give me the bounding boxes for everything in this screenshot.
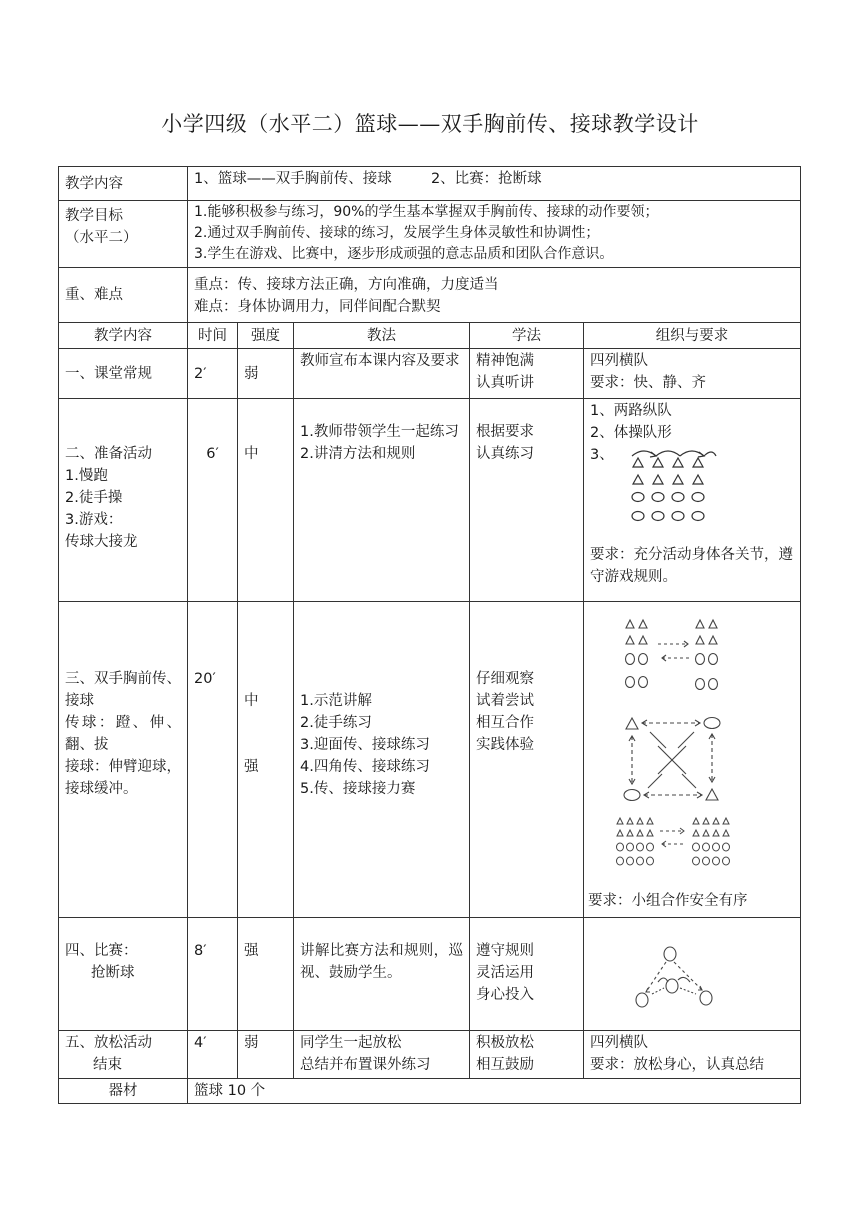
- row3-intensity-2: 强: [244, 759, 259, 775]
- row1-learning-line: 精神饱满: [476, 353, 534, 369]
- row1-org-line: 要求：快、静、齐: [590, 375, 706, 391]
- key-points-label: 重、难点: [59, 268, 188, 323]
- table-row: [59, 1031, 801, 1079]
- steal-game-diagram: [620, 944, 740, 1014]
- row2-formation-area: [590, 444, 794, 530]
- row4-learning: [470, 918, 584, 1031]
- content-value: [188, 167, 801, 201]
- arc-arrow: [704, 452, 716, 456]
- row2-organization: [584, 399, 801, 602]
- row5-time: 4′: [188, 1031, 238, 1079]
- row5-teaching-line: 总结并布置课外练习: [300, 1057, 431, 1073]
- passer-right: [700, 991, 712, 1005]
- header-intensity: 强度: [238, 323, 294, 349]
- key-point: 重点：传、接球方法正确，方向准确，力度适当: [194, 277, 499, 293]
- relay-drill: [617, 818, 730, 865]
- row4-teaching-text: 讲解比赛方法和规则，巡视、鼓励学生。: [300, 943, 463, 981]
- row4-content-line: 抢断球: [91, 965, 135, 981]
- row3-learning-line: 仔细观察: [476, 671, 534, 687]
- row3-requirement: 要求：小组合作安全有序: [588, 893, 748, 909]
- triangle-row: [633, 475, 703, 484]
- page-title: 小学四级（水平二）篮球——双手胸前传、接球教学设计: [161, 112, 699, 136]
- row3-learning-line: 实践体验: [476, 737, 534, 753]
- relay-right-team: [693, 818, 730, 865]
- row5-content: [59, 1031, 188, 1079]
- row3-teaching-line: 4.四角传、接球练习: [300, 759, 430, 775]
- row3-teaching-line: 1.示范讲解: [300, 693, 372, 709]
- row1-time: 2′: [188, 349, 238, 399]
- goals-row: [59, 201, 801, 268]
- header-learning: 学法: [470, 323, 584, 349]
- lesson-plan-table: [58, 166, 801, 1104]
- row2-content-line: 二、准备活动: [65, 446, 152, 462]
- goals-label: [59, 201, 188, 268]
- row1-teaching: [294, 349, 470, 399]
- row2-content-line: 传球大接龙: [65, 534, 138, 550]
- row1-learning: [470, 349, 584, 399]
- row5-content-line: 结束: [93, 1057, 122, 1073]
- header-time: 时间: [188, 323, 238, 349]
- goals-label-line-1: 教学目标: [65, 208, 123, 224]
- row2-teaching-line: 2.讲清方法和规则: [300, 446, 416, 462]
- row4-learning-line: 身心投入: [476, 987, 534, 1003]
- row5-org-line: 四列横队: [590, 1035, 648, 1051]
- row4-content-line: 四、比赛：: [65, 943, 138, 959]
- goal-item: 1.能够积极参与练习，90%的学生基本掌握双手胸前传、接球的动作要领；: [194, 204, 659, 220]
- table-row: [59, 918, 801, 1031]
- equipment-value: 篮球 10 个: [188, 1079, 801, 1104]
- row5-org-line: 要求：放松身心，认真总结: [590, 1057, 764, 1073]
- row2-teaching: [294, 399, 470, 602]
- circle-row: [632, 512, 704, 521]
- row2-learning-line: 认真练习: [476, 446, 534, 462]
- arc-arrow: [656, 451, 680, 456]
- header-teaching: 教法: [294, 323, 470, 349]
- relay-left-team: [617, 818, 654, 865]
- content-item-1: 1、篮球——双手胸前传、接球: [194, 171, 392, 187]
- row1-teaching-text: 教师宣布本课内容及要求: [300, 353, 460, 369]
- row5-content-line: 五、放松活动: [65, 1035, 152, 1051]
- key-points-value: [188, 268, 801, 323]
- header-organization: 组织与要求: [584, 323, 801, 349]
- row2-intensity: 中: [238, 399, 294, 602]
- key-points-row: [59, 268, 801, 323]
- row2-org-line: 3、: [590, 447, 614, 463]
- row4-learning-line: 遵守规则: [476, 943, 534, 959]
- row3-content-line: 三、双手胸前传、接球: [65, 671, 181, 709]
- equipment-label: 器材: [59, 1079, 188, 1104]
- table-row: [59, 602, 801, 918]
- row1-intensity: 弱: [238, 349, 294, 399]
- row5-intensity: 弱: [238, 1031, 294, 1079]
- row2-requirement: 要求：充分活动身体各关节，遵守游戏规则。: [590, 547, 793, 585]
- content-item-2: 2、比赛：抢断球: [430, 171, 542, 187]
- formation-diagram: [626, 446, 722, 530]
- row3-content-line: 接球：伸臂迎球，接球缓冲。: [65, 759, 181, 797]
- circle-row: [632, 493, 704, 502]
- passing-drills-diagram: [588, 604, 788, 890]
- row5-learning: [470, 1031, 584, 1079]
- row2-content-line: 3.游戏：: [65, 512, 123, 528]
- row3-intensity-1: 中: [244, 693, 259, 709]
- row2-learning-line: 根据要求: [476, 424, 534, 440]
- row3-time: 20′: [188, 602, 238, 918]
- row2-org-line: 2、体操队形: [590, 425, 672, 441]
- goals-value: [188, 201, 801, 268]
- face-to-face-drill: [626, 620, 718, 690]
- content-row: [59, 167, 801, 201]
- row3-teaching-line: 5.传、接球接力赛: [300, 781, 416, 797]
- row3-teaching-line: 2.徒手练习: [300, 715, 372, 731]
- row2-learning: [470, 399, 584, 602]
- row1-learning-line: 认真听讲: [476, 375, 534, 391]
- row4-time: 8′: [188, 918, 238, 1031]
- row5-learning-line: 相互鼓励: [476, 1057, 534, 1073]
- difficult-point: 难点：身体协调用力，同伴间配合默契: [194, 299, 441, 315]
- row4-learning-line: 灵活运用: [476, 965, 534, 981]
- row3-content-line: 传球：蹬、伸、翻、拔: [65, 715, 181, 753]
- row1-content: 一、课堂常规: [59, 349, 188, 399]
- row2-content-line: 1.慢跑: [65, 468, 108, 484]
- row2-content-line: 2.徒手操: [65, 490, 123, 506]
- row3-learning: [470, 602, 584, 918]
- passer-left: [636, 993, 648, 1007]
- content-label: 教学内容: [59, 167, 188, 201]
- goal-item: 3.学生在游戏、比赛中，逐步形成顽强的意志品质和团队合作意识。: [194, 246, 614, 262]
- row2-content: [59, 399, 188, 602]
- row3-intensity: [238, 602, 294, 918]
- table-row: [59, 349, 801, 399]
- table-row: [59, 399, 801, 602]
- row2-time: 6′: [188, 399, 238, 602]
- equipment-row: [59, 1079, 801, 1104]
- row2-org-line: 1、两路纵队: [590, 403, 672, 419]
- row3-organization: [584, 602, 801, 918]
- row4-content: [59, 918, 188, 1031]
- row4-organization: [584, 918, 801, 1031]
- row3-teaching: [294, 602, 470, 918]
- row4-teaching: [294, 918, 470, 1031]
- row3-learning-line: 相互合作: [476, 715, 534, 731]
- row5-organization: [584, 1031, 801, 1079]
- triangle-row: [633, 458, 703, 467]
- table-header-row: [59, 323, 801, 349]
- row5-learning-line: 积极放松: [476, 1035, 534, 1051]
- row3-content: [59, 602, 188, 918]
- goal-item: 2.通过双手胸前传、接球的练习，发展学生身体灵敏性和协调性；: [194, 225, 600, 241]
- row5-teaching-line: 同学生一起放松: [300, 1035, 402, 1051]
- defender-top: [664, 947, 676, 961]
- row3-teaching-line: 3.迎面传、接球练习: [300, 737, 430, 753]
- row1-organization: [584, 349, 801, 399]
- row5-teaching: [294, 1031, 470, 1079]
- header-content: 教学内容: [59, 323, 188, 349]
- four-corner-drill: [624, 718, 720, 801]
- goals-label-line-2: （水平二）: [65, 230, 138, 246]
- row3-learning-line: 试着尝试: [476, 693, 534, 709]
- row4-intensity: 强: [238, 918, 294, 1031]
- row2-teaching-line: 1.教师带领学生一起练习: [300, 424, 459, 440]
- row1-org-line: 四列横队: [590, 353, 648, 369]
